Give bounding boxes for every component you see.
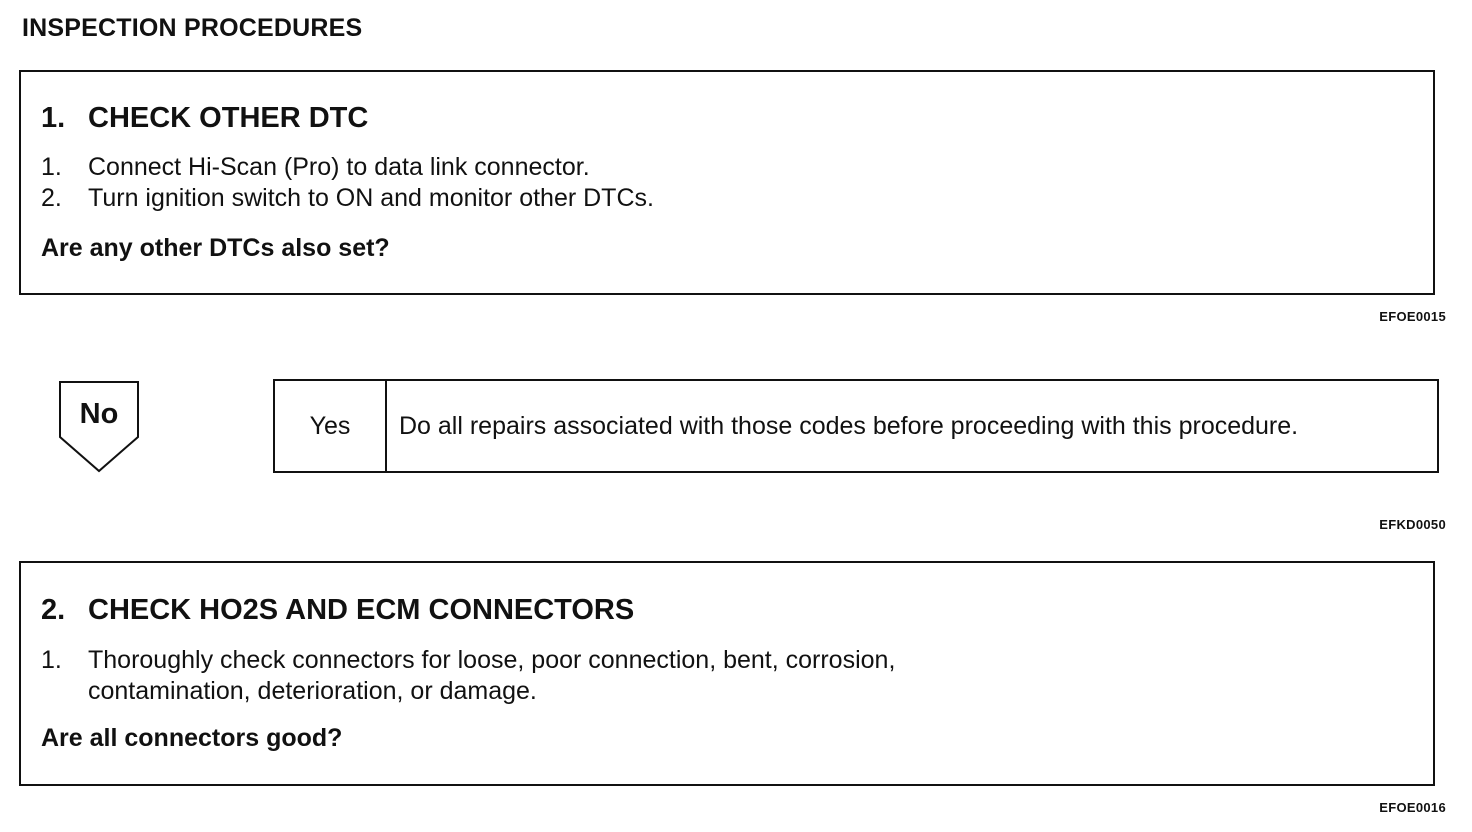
step-1-title (41, 102, 368, 135)
yes-label: Yes (275, 381, 387, 471)
step-1-box (19, 70, 1435, 295)
list-item-number: 1. (41, 153, 62, 181)
step-1-instructions (41, 152, 654, 214)
list-item (41, 152, 654, 183)
page-title: INSPECTION PROCEDURES (22, 14, 363, 42)
yes-branch-box (273, 379, 1439, 473)
list-item-text: Thoroughly check connectors for loose, poor connection, bent, corrosion, contamination, deterioration, or damage. (88, 646, 896, 705)
step-1-title-text: CHECK OTHER DTC (88, 102, 369, 134)
list-item-number: 2. (41, 184, 62, 212)
step-2-number: 2. (41, 594, 66, 626)
step-2-question: Are all connectors good? (41, 724, 343, 752)
list-item-text: Turn ignition switch to ON and monitor other DTCs. (88, 184, 654, 212)
step-2-box (19, 561, 1435, 786)
no-label: No (79, 398, 119, 430)
list-item (41, 183, 654, 214)
step-2-instructions (41, 645, 895, 707)
list-item (41, 645, 895, 707)
step-2-title (41, 594, 634, 627)
step-1-question: Are any other DTCs also set? (41, 234, 390, 262)
figure-reference-code: EFOE0016 (1379, 800, 1446, 815)
yes-action-text: Do all repairs associated with those codes before proceeding with this procedure. (399, 411, 1299, 440)
step-1-number: 1. (41, 102, 66, 134)
list-item-number: 1. (41, 646, 62, 674)
list-item-text: Connect Hi-Scan (Pro) to data link connector. (88, 153, 590, 181)
step-2-title-text: CHECK HO2S AND ECM CONNECTORS (88, 594, 635, 626)
figure-reference-code: EFOE0015 (1379, 309, 1446, 324)
figure-reference-code: EFKD0050 (1379, 517, 1446, 532)
